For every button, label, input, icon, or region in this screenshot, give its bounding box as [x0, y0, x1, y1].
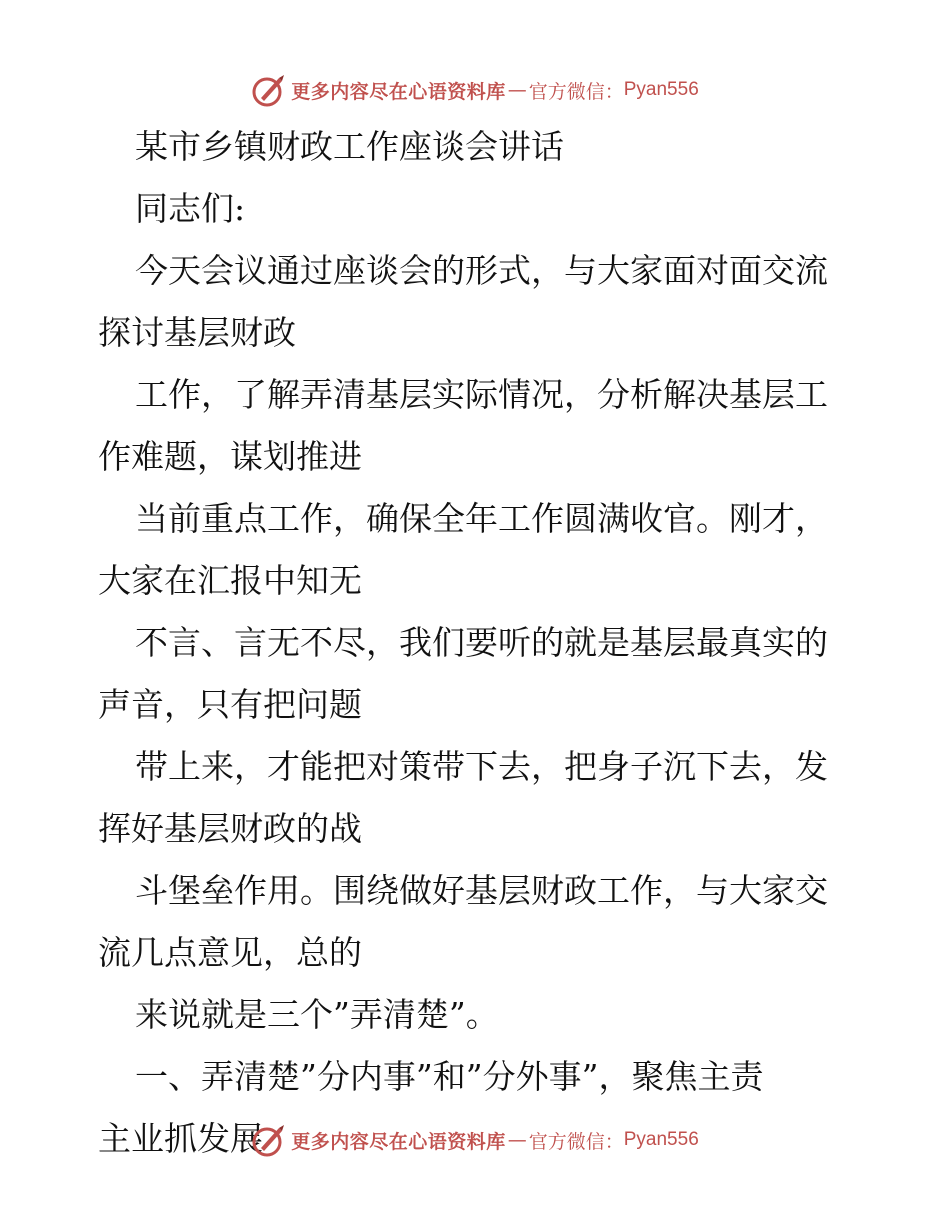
text-line: 探讨基层财政 — [98, 313, 296, 352]
text-line: 声音，只有把问题 — [98, 685, 362, 724]
text-line: 当前重点工作，确保全年工作圆满收官。刚才， — [135, 499, 828, 538]
text-line: 斗堡垒作用。围绕做好基层财政工作，与大家交 — [135, 871, 828, 910]
watermark-brand: 更多内容尽在心语资料库 — [291, 80, 506, 103]
text-line: 不言、言无不尽，我们要听的就是基层最真实的 — [135, 623, 828, 662]
watermark-dash: — — [507, 1129, 527, 1151]
text-line: 作难题，谋划推进 — [98, 437, 362, 476]
text-line: 一、弄清楚”分内事”和”分外事”，聚焦主责 — [135, 1057, 764, 1096]
watermark-tagline: 官方微信： — [528, 80, 624, 103]
text-line: 来说就是三个”弄清楚”。 — [135, 995, 499, 1034]
watermark-tagline: 官方微信： — [528, 1130, 624, 1153]
watermark-brand: 更多内容尽在心语资料库 — [291, 1130, 506, 1153]
footer-watermark — [0, 1120, 950, 1160]
text-line: 工作，了解弄清基层实际情况，分析解决基层工 — [135, 375, 828, 414]
watermark-wechat-id: Pyan556 — [623, 79, 699, 100]
text-line: 挥好基层财政的战 — [98, 809, 362, 848]
text-line: 今天会议通过座谈会的形式，与大家面对面交流 — [135, 251, 828, 290]
text-line: 流几点意见，总的 — [98, 933, 362, 972]
watermark-wechat-id: Pyan556 — [623, 1129, 699, 1150]
quill-logo-icon — [251, 72, 287, 108]
document-title: 某市乡镇财政工作座谈会讲话 — [135, 127, 564, 166]
quill-logo-icon — [251, 1122, 287, 1158]
text-line: 主业抓发展 — [98, 1119, 263, 1158]
header-watermark — [0, 70, 950, 110]
text-line: 带上来，才能把对策带下去，把身子沉下去，发 — [135, 747, 828, 786]
watermark-dash: — — [507, 79, 527, 101]
text-line: 大家在汇报中知无 — [98, 561, 362, 600]
document-body — [98, 116, 850, 1170]
text-line: 同志们: — [135, 189, 246, 228]
